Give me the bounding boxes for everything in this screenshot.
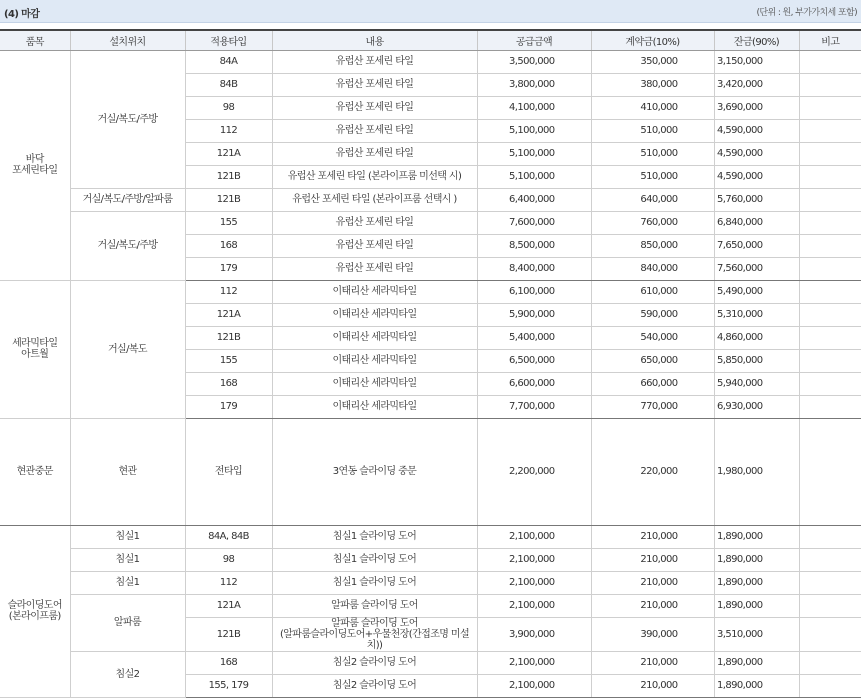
- supply-cell: 4,100,000: [477, 96, 591, 119]
- deposit-cell: 510,000: [591, 165, 714, 188]
- table-row: [0, 211, 861, 234]
- supply-cell: 2,200,000: [477, 418, 591, 525]
- item-cell: 현관중문: [0, 418, 70, 525]
- balance-cell: 7,650,000: [714, 234, 799, 257]
- table-row: [0, 525, 861, 548]
- deposit-cell: 850,000: [591, 234, 714, 257]
- note-cell: [799, 303, 861, 326]
- supply-cell: 6,600,000: [477, 372, 591, 395]
- content-cell: 이태리산 세라믹타일: [272, 349, 477, 372]
- content-cell: 3연동 슬라이딩 중문: [272, 418, 477, 525]
- balance-cell: 1,890,000: [714, 548, 799, 571]
- type-cell: 168: [185, 372, 272, 395]
- content-cell: 유럽산 포세린 타일: [272, 73, 477, 96]
- type-cell: 84A: [185, 50, 272, 73]
- supply-cell: 2,100,000: [477, 674, 591, 697]
- header-deposit: 계약금(10%): [591, 30, 714, 50]
- item-cell: 슬라이딩도어 (본라이프룸): [0, 525, 70, 697]
- deposit-cell: 350,000: [591, 50, 714, 73]
- balance-cell: 1,890,000: [714, 651, 799, 674]
- type-cell: 121A: [185, 303, 272, 326]
- table-body: [0, 50, 861, 697]
- header-item: 품목: [0, 30, 70, 50]
- type-cell: 155: [185, 211, 272, 234]
- type-cell: 98: [185, 96, 272, 119]
- content-cell: 유럽산 포세린 타일: [272, 50, 477, 73]
- supply-cell: 2,100,000: [477, 594, 591, 617]
- table-row: [0, 418, 861, 525]
- note-cell: [799, 617, 861, 651]
- supply-cell: 3,500,000: [477, 50, 591, 73]
- deposit-cell: 220,000: [591, 418, 714, 525]
- content-cell: 침실2 슬라이딩 도어: [272, 651, 477, 674]
- table-row: [0, 50, 861, 73]
- type-cell: 84A, 84B: [185, 525, 272, 548]
- supply-cell: 6,100,000: [477, 280, 591, 303]
- type-cell: 121B: [185, 188, 272, 211]
- balance-cell: 7,560,000: [714, 257, 799, 280]
- balance-cell: 1,890,000: [714, 594, 799, 617]
- note-cell: [799, 594, 861, 617]
- header-balance: 잔금(90%): [714, 30, 799, 50]
- table-row: [0, 548, 861, 571]
- balance-cell: 6,840,000: [714, 211, 799, 234]
- location-cell: 거실/복도/주방/알파룸: [70, 188, 185, 211]
- finish-options-table: [0, 29, 861, 698]
- balance-cell: 5,760,000: [714, 188, 799, 211]
- balance-cell: 5,850,000: [714, 349, 799, 372]
- type-cell: 121A: [185, 142, 272, 165]
- item-cell: 세라믹타일 아트월: [0, 280, 70, 418]
- content-cell: 이태리산 세라믹타일: [272, 372, 477, 395]
- supply-cell: 5,900,000: [477, 303, 591, 326]
- location-cell: 거실/복도/주방: [70, 50, 185, 188]
- note-cell: [799, 142, 861, 165]
- content-cell: 이태리산 세라믹타일: [272, 395, 477, 418]
- note-cell: [799, 257, 861, 280]
- location-cell: 거실/복도/주방: [70, 211, 185, 280]
- content-cell: 침실1 슬라이딩 도어: [272, 571, 477, 594]
- content-cell: 이태리산 세라믹타일: [272, 280, 477, 303]
- deposit-cell: 650,000: [591, 349, 714, 372]
- balance-cell: 1,890,000: [714, 571, 799, 594]
- type-cell: 168: [185, 651, 272, 674]
- content-cell: 침실1 슬라이딩 도어: [272, 548, 477, 571]
- location-cell: 현관: [70, 418, 185, 525]
- note-cell: [799, 395, 861, 418]
- content-cell: 유럽산 포세린 타일: [272, 96, 477, 119]
- type-cell: 121B: [185, 617, 272, 651]
- type-cell: 전타입: [185, 418, 272, 525]
- type-cell: 84B: [185, 73, 272, 96]
- supply-cell: 8,400,000: [477, 257, 591, 280]
- note-cell: [799, 280, 861, 303]
- location-cell: 침실1: [70, 571, 185, 594]
- note-cell: [799, 651, 861, 674]
- deposit-cell: 510,000: [591, 142, 714, 165]
- table-row: [0, 280, 861, 303]
- content-cell: 유럽산 포세린 타일: [272, 119, 477, 142]
- deposit-cell: 640,000: [591, 188, 714, 211]
- note-cell: [799, 50, 861, 73]
- table-row: [0, 571, 861, 594]
- deposit-cell: 410,000: [591, 96, 714, 119]
- balance-cell: 4,590,000: [714, 165, 799, 188]
- content-cell: 유럽산 포세린 타일: [272, 257, 477, 280]
- balance-cell: 4,590,000: [714, 119, 799, 142]
- type-cell: 121A: [185, 594, 272, 617]
- note-cell: [799, 96, 861, 119]
- item-cell: 바닥 포세린타일: [0, 50, 70, 280]
- deposit-cell: 210,000: [591, 594, 714, 617]
- note-cell: [799, 349, 861, 372]
- note-cell: [799, 73, 861, 96]
- location-cell: 거실/복도: [70, 280, 185, 418]
- content-cell: 침실1 슬라이딩 도어: [272, 525, 477, 548]
- supply-cell: 6,500,000: [477, 349, 591, 372]
- note-cell: [799, 165, 861, 188]
- type-cell: 155: [185, 349, 272, 372]
- table-row: [0, 594, 861, 617]
- deposit-cell: 210,000: [591, 674, 714, 697]
- content-cell: 유럽산 포세린 타일 (본라이프룸 선택시 ): [272, 188, 477, 211]
- type-cell: 155, 179: [185, 674, 272, 697]
- unit-note: (단위 : 원, 부가가치세 포함): [756, 8, 857, 18]
- type-cell: 112: [185, 571, 272, 594]
- location-cell: 침실2: [70, 651, 185, 697]
- section-header: [0, 0, 861, 23]
- note-cell: [799, 326, 861, 349]
- supply-cell: 2,100,000: [477, 525, 591, 548]
- content-cell: 유럽산 포세린 타일 (본라이프룸 미선택 시): [272, 165, 477, 188]
- content-cell: 이태리산 세라믹타일: [272, 303, 477, 326]
- supply-cell: 2,100,000: [477, 548, 591, 571]
- deposit-cell: 210,000: [591, 571, 714, 594]
- balance-cell: 5,490,000: [714, 280, 799, 303]
- deposit-cell: 210,000: [591, 651, 714, 674]
- balance-cell: 5,940,000: [714, 372, 799, 395]
- note-cell: [799, 525, 861, 548]
- deposit-cell: 590,000: [591, 303, 714, 326]
- content-cell: 침실2 슬라이딩 도어: [272, 674, 477, 697]
- content-cell: 유럽산 포세린 타일: [272, 211, 477, 234]
- note-cell: [799, 571, 861, 594]
- note-cell: [799, 418, 861, 525]
- supply-cell: 7,700,000: [477, 395, 591, 418]
- content-cell: 유럽산 포세린 타일: [272, 142, 477, 165]
- supply-cell: 5,400,000: [477, 326, 591, 349]
- type-cell: 168: [185, 234, 272, 257]
- note-cell: [799, 119, 861, 142]
- type-cell: 121B: [185, 326, 272, 349]
- header-location: 설치위치: [70, 30, 185, 50]
- supply-cell: 2,100,000: [477, 571, 591, 594]
- type-cell: 179: [185, 395, 272, 418]
- deposit-cell: 380,000: [591, 73, 714, 96]
- note-cell: [799, 211, 861, 234]
- type-cell: 112: [185, 119, 272, 142]
- supply-cell: 6,400,000: [477, 188, 591, 211]
- table-row: [0, 188, 861, 211]
- type-cell: 121B: [185, 165, 272, 188]
- deposit-cell: 760,000: [591, 211, 714, 234]
- header-note: 비고: [799, 30, 861, 50]
- table-row: [0, 651, 861, 674]
- supply-cell: 5,100,000: [477, 142, 591, 165]
- deposit-cell: 840,000: [591, 257, 714, 280]
- balance-cell: 4,860,000: [714, 326, 799, 349]
- balance-cell: 1,890,000: [714, 525, 799, 548]
- note-cell: [799, 548, 861, 571]
- supply-cell: 8,500,000: [477, 234, 591, 257]
- content-cell: 알파룸 슬라이딩 도어: [272, 594, 477, 617]
- balance-cell: 3,420,000: [714, 73, 799, 96]
- deposit-cell: 610,000: [591, 280, 714, 303]
- location-cell: 침실1: [70, 548, 185, 571]
- note-cell: [799, 188, 861, 211]
- note-cell: [799, 372, 861, 395]
- balance-cell: 3,150,000: [714, 50, 799, 73]
- balance-cell: 6,930,000: [714, 395, 799, 418]
- deposit-cell: 390,000: [591, 617, 714, 651]
- supply-cell: 5,100,000: [477, 119, 591, 142]
- content-cell: 이태리산 세라믹타일: [272, 326, 477, 349]
- balance-cell: 5,310,000: [714, 303, 799, 326]
- location-cell: 침실1: [70, 525, 185, 548]
- header-type: 적용타입: [185, 30, 272, 50]
- content-cell: 알파룸 슬라이딩 도어 (알파룸슬라이딩도어+우물천장(간접조명 미설치)): [272, 617, 477, 651]
- supply-cell: 2,100,000: [477, 651, 591, 674]
- note-cell: [799, 674, 861, 697]
- deposit-cell: 540,000: [591, 326, 714, 349]
- section-title: (4) 마감: [4, 9, 40, 20]
- balance-cell: 3,690,000: [714, 96, 799, 119]
- note-cell: [799, 234, 861, 257]
- type-cell: 98: [185, 548, 272, 571]
- header-content: 내용: [272, 30, 477, 50]
- table-header-row: [0, 30, 861, 50]
- type-cell: 179: [185, 257, 272, 280]
- deposit-cell: 770,000: [591, 395, 714, 418]
- content-cell: 유럽산 포세린 타일: [272, 234, 477, 257]
- location-cell: 알파룸: [70, 594, 185, 651]
- deposit-cell: 210,000: [591, 525, 714, 548]
- supply-cell: 7,600,000: [477, 211, 591, 234]
- supply-cell: 3,800,000: [477, 73, 591, 96]
- supply-cell: 3,900,000: [477, 617, 591, 651]
- header-supply: 공급금액: [477, 30, 591, 50]
- balance-cell: 1,890,000: [714, 674, 799, 697]
- deposit-cell: 210,000: [591, 548, 714, 571]
- balance-cell: 3,510,000: [714, 617, 799, 651]
- type-cell: 112: [185, 280, 272, 303]
- balance-cell: 1,980,000: [714, 418, 799, 525]
- deposit-cell: 660,000: [591, 372, 714, 395]
- supply-cell: 5,100,000: [477, 165, 591, 188]
- deposit-cell: 510,000: [591, 119, 714, 142]
- balance-cell: 4,590,000: [714, 142, 799, 165]
